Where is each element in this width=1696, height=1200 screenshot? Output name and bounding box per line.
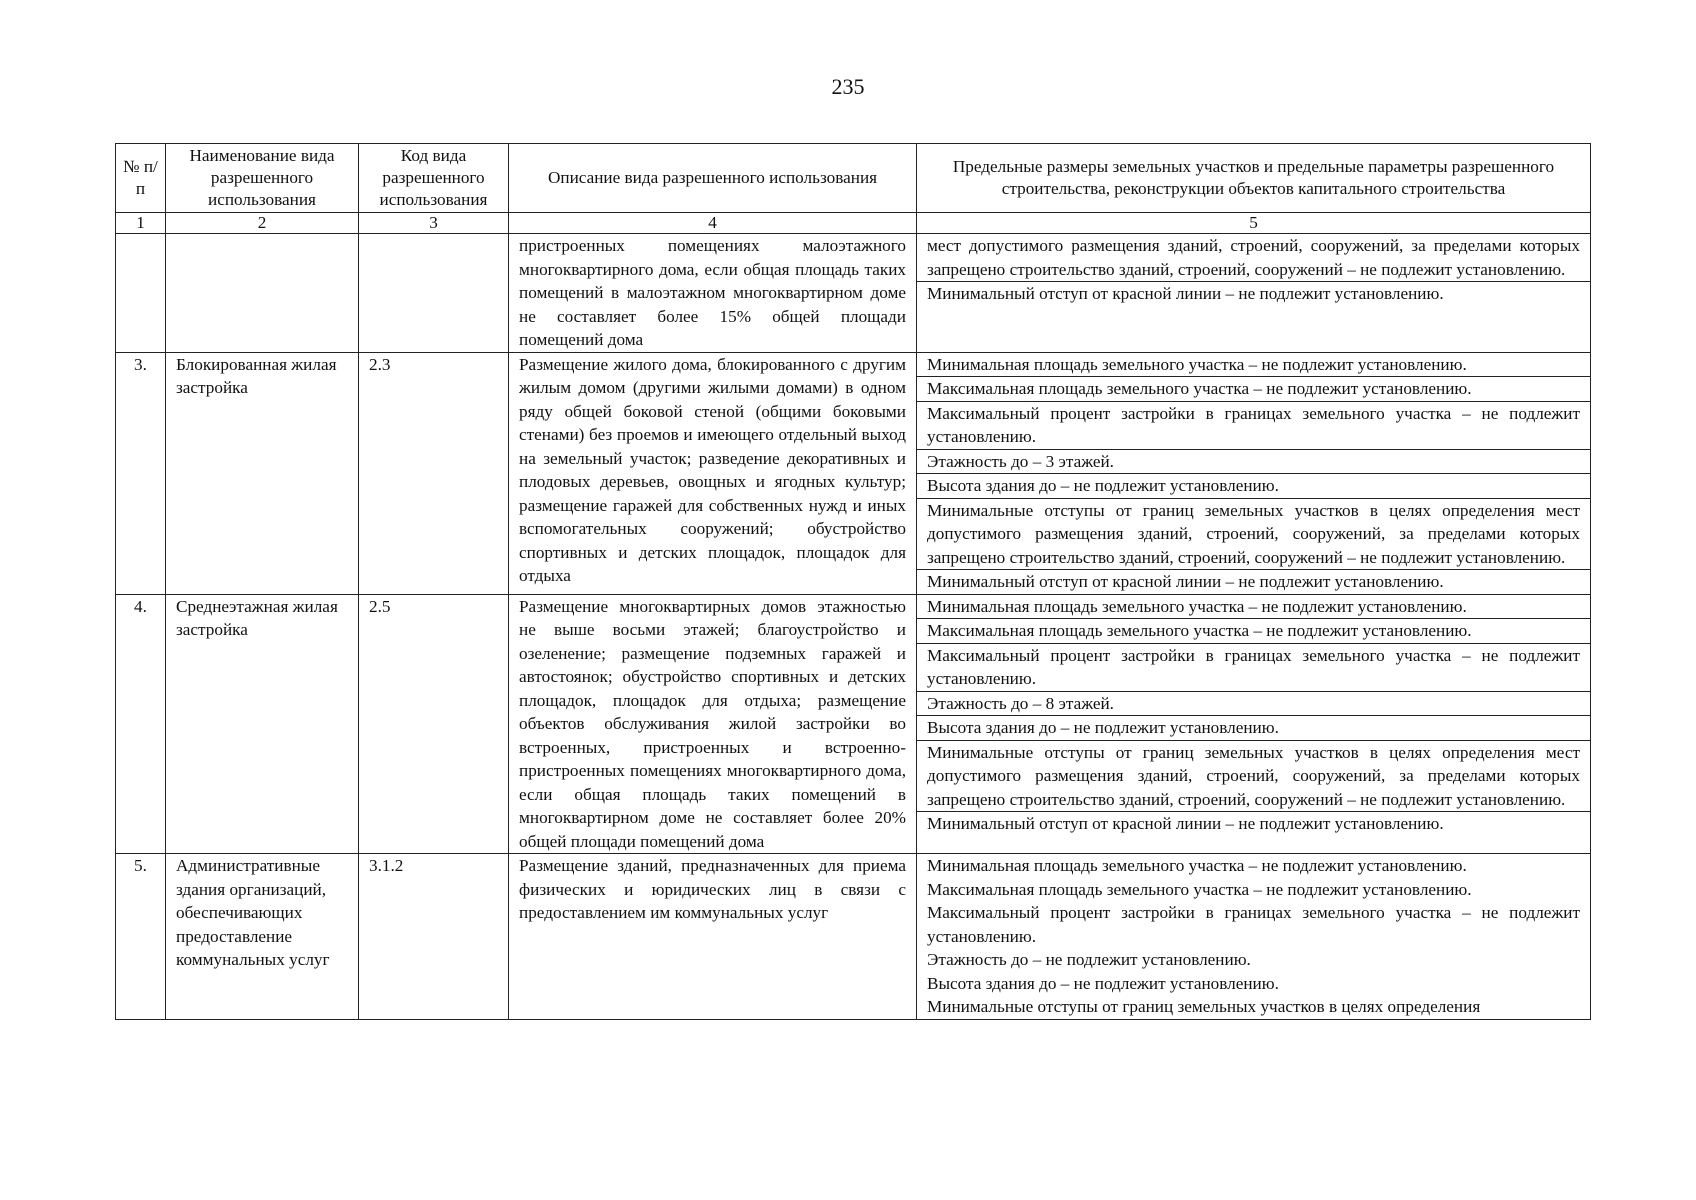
- parameter-line: мест допустимого размещения зданий, строений, сооружений, за пределами которых запрещено строительство зданий, строений, сооружений – не подлежит установлению.: [917, 234, 1590, 282]
- use-description-cell: [509, 854, 917, 1020]
- table-row: [116, 594, 1591, 854]
- table-row: [116, 234, 1591, 353]
- parameters-cell: [917, 352, 1591, 594]
- parameter-line: Высота здания до – не подлежит установлению.: [927, 973, 1279, 993]
- parameter-line: Минимальный отступ от красной линии – не подлежит установлению.: [927, 814, 1444, 833]
- use-code: 2.3: [369, 354, 391, 374]
- use-description: Размещение многоквартирных домов этажностью не выше восьми этажей; благоустройство и озеленение; размещение подземных гаражей и автостоянок; обустройство спортивных и детских площадок, площадок для отдыха; размещение объектов обслуживания жилой застройки во встроенных, пристроенных и встроенно-пристроенных помещениях многоквартирного дома, если общая площадь таких помещений в многоквартирном доме не составляет более 20% общей площади помещений дома: [519, 596, 906, 851]
- use-description: Размещение жилого дома, блокированного с другим жилым домом (другими жилыми домами) в одном ряду общей боковой стеной (общими боковыми стенами) без проемов и имеющего отдельный выход на земельный участок; разведение декоративных и плодовых деревьев, овощных и ягодных культур; размещение гаражей для собственных нужд и иных вспомогательных сооружений; обустройство спортивных и детских площадок, площадок для отдыха: [519, 354, 906, 585]
- row-number-cell: [116, 234, 166, 353]
- use-code-cell: [359, 854, 509, 1020]
- parameter-line: Этажность до – не подлежит установлению.: [927, 950, 1251, 969]
- use-name-cell: [166, 352, 359, 594]
- use-description-cell: [509, 594, 917, 854]
- parameter-line: Максимальная площадь земельного участка – не подлежит установлению.: [917, 377, 1590, 402]
- header-row: [116, 144, 1591, 213]
- header-num: № п/п: [116, 144, 166, 213]
- table-row: [116, 854, 1591, 1020]
- row-number: 4.: [134, 596, 147, 616]
- use-name: Административные здания организаций, обеспечивающих предоставление коммунальных услуг: [176, 856, 330, 969]
- use-code-cell: [359, 234, 509, 353]
- parameter-line: Минимальная площадь земельного участка – не подлежит установлению.: [917, 595, 1590, 620]
- row-number-cell: [116, 352, 166, 594]
- column-number: 1: [116, 213, 166, 234]
- use-description: Размещение зданий, предназначенных для приема физических и юридических лиц в связи с предоставлением им коммунальных услуг: [519, 856, 906, 922]
- parameter-line: Минимальные отступы от границ земельных участков в целях определения мест допустимого размещения зданий, строений, сооружений, за пределами которых запрещено строительство зданий, строений, сооружений – не подлежит установлению.: [917, 499, 1590, 571]
- parameter-line: Максимальный процент застройки в границах земельного участка – не подлежит установлению.: [927, 903, 1580, 946]
- page-number: 235: [831, 74, 865, 99]
- row-number-cell: [116, 854, 166, 1020]
- table-row: [116, 352, 1591, 594]
- use-description-cell: [509, 352, 917, 594]
- use-code-cell: [359, 594, 509, 854]
- parameter-line: Максимальный процент застройки в границах земельного участка – не подлежит установлению.: [917, 644, 1590, 692]
- use-name: Блокированная жилая застройка: [176, 354, 337, 397]
- parameter-line: Минимальная площадь земельного участка – не подлежит установлению.: [917, 353, 1590, 378]
- parameter-line: Минимальный отступ от красной линии – не подлежит установлению.: [927, 572, 1444, 591]
- column-number: 5: [917, 213, 1591, 234]
- use-name: Среднеэтажная жилая застройка: [176, 596, 338, 639]
- parameters-cell: [917, 234, 1591, 353]
- row-number: 5.: [134, 856, 147, 875]
- parameters-cell: [917, 594, 1591, 854]
- use-code: 3.1.2: [369, 856, 404, 875]
- use-name-cell: [166, 594, 359, 854]
- parameter-line: Максимальный процент застройки в границах земельного участка – не подлежит установлению.: [917, 402, 1590, 450]
- header-description: Описание вида разрешенного использования: [509, 144, 917, 213]
- parameter-line: Максимальная площадь земельного участка – не подлежит установлению.: [917, 619, 1590, 644]
- parameter-line: Максимальная площадь земельного участка – не подлежит установлению.: [927, 879, 1472, 899]
- parameters-cell: [917, 854, 1591, 1020]
- use-name-cell: [166, 234, 359, 353]
- use-description: пристроенных помещениях малоэтажного многоквартирного дома, если общая площадь таких помещений в малоэтажном многоквартирном доме не составляет более 15% общей площади помещений дома: [519, 236, 906, 349]
- column-number: 4: [509, 213, 917, 234]
- header-name: Наименование вида разрешенного использования: [166, 144, 359, 213]
- parameter-line: Этажность до – 3 этажей.: [917, 450, 1590, 475]
- column-number: 3: [359, 213, 509, 234]
- parameter-line: Минимальные отступы от границ земельных участков в целях определения: [927, 997, 1481, 1016]
- parameter-line: Минимальная площадь земельного участка – не подлежит установлению.: [927, 856, 1467, 875]
- row-number: 3.: [134, 354, 147, 374]
- use-description-cell: [509, 234, 917, 353]
- use-name-cell: [166, 854, 359, 1020]
- column-number: 2: [166, 213, 359, 234]
- header-code: Код вида разрешенного использования: [359, 144, 509, 213]
- parameter-line: Высота здания до – не подлежит установлению.: [917, 474, 1590, 499]
- parameter-line: Этажность до – 8 этажей.: [917, 692, 1590, 717]
- use-code: 2.5: [369, 596, 391, 616]
- permitted-use-table: [115, 143, 1591, 1020]
- use-code-cell: [359, 352, 509, 594]
- parameter-line: Высота здания до – не подлежит установлению.: [917, 716, 1590, 741]
- column-numbers-row: [116, 213, 1591, 234]
- parameter-line: Минимальные отступы от границ земельных участков в целях определения мест допустимого размещения зданий, строений, сооружений, за пределами которых запрещено строительство зданий, строений, сооружений – не подлежит установлению.: [917, 741, 1590, 813]
- parameter-line: Минимальный отступ от красной линии – не подлежит установлению.: [927, 284, 1444, 303]
- header-parameters: Предельные размеры земельных участков и предельные параметры разрешенного строительства, реконструкции объектов капитального строительства: [917, 144, 1591, 213]
- row-number-cell: [116, 594, 166, 854]
